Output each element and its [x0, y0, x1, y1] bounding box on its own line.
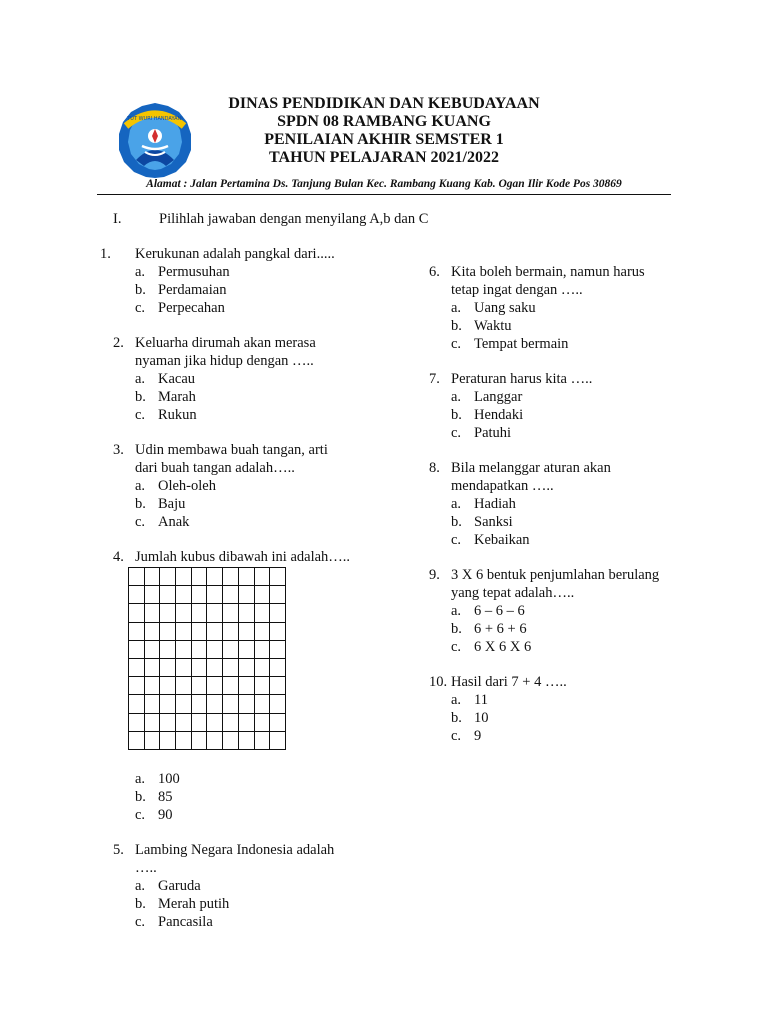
- option-text: Perpecahan: [158, 300, 225, 316]
- option-text: Anak: [158, 514, 190, 530]
- option-letter: a.: [135, 478, 146, 494]
- option-letter: c.: [451, 425, 462, 441]
- cube-cell: [254, 695, 270, 713]
- cube-cell: [270, 622, 286, 640]
- option-letter: b.: [135, 389, 146, 405]
- question-number: 5.: [113, 842, 124, 858]
- option-text: Sanksi: [474, 514, 513, 530]
- question-text: nyaman jika hidup dengan …..: [135, 353, 314, 369]
- cube-cell: [207, 695, 223, 713]
- cube-cell: [129, 677, 145, 695]
- question-8: [429, 459, 611, 549]
- option[interactable]: [135, 263, 335, 281]
- question-number: 10.: [429, 674, 448, 690]
- question-3: [113, 441, 328, 531]
- option-text: Waktu: [474, 318, 512, 334]
- option-text: 6 + 6 + 6: [474, 621, 527, 637]
- question-text: Keluarha dirumah akan merasa: [135, 335, 316, 351]
- option-letter: c.: [451, 639, 462, 655]
- cube-cell: [207, 568, 223, 586]
- cube-cell: [270, 586, 286, 604]
- option-letter: a.: [451, 692, 462, 708]
- cube-grid-row: [129, 586, 286, 604]
- cube-cell: [160, 640, 176, 658]
- option[interactable]: [451, 495, 611, 513]
- question-text: mendapatkan …..: [451, 478, 554, 494]
- cube-grid-row: [129, 604, 286, 622]
- cube-grid: [128, 567, 286, 750]
- option[interactable]: [451, 317, 645, 335]
- cube-cell: [129, 622, 145, 640]
- option-text: Langgar: [474, 389, 523, 405]
- cube-cell: [176, 731, 192, 749]
- cube-cell: [223, 731, 239, 749]
- option-text: Kacau: [158, 371, 196, 387]
- question-number: 7.: [429, 371, 440, 387]
- question-9: [429, 566, 659, 656]
- cube-cell: [129, 640, 145, 658]
- header-line-2: SPDN 08 RAMBANG KUANG: [277, 113, 491, 130]
- option[interactable]: [135, 788, 180, 806]
- option-text: Garuda: [158, 878, 201, 894]
- option[interactable]: [135, 299, 335, 317]
- option-letter: c.: [451, 336, 462, 352]
- cube-cell: [176, 677, 192, 695]
- option-text: Marah: [158, 389, 196, 405]
- option-letter: b.: [451, 710, 462, 726]
- option-text: Permusuhan: [158, 264, 230, 280]
- option-letter: c.: [135, 514, 146, 530]
- cube-cell: [254, 677, 270, 695]
- section-instruction-text: Pilihlah jawaban dengan menyilang A,b dan C: [159, 211, 429, 227]
- address: Alamat : Jalan Pertamina Ds. Tanjung Bulan Kec. Rambang Kuang Kab. Ogan Ilir Kode Pos 30869: [146, 178, 622, 190]
- cube-cell: [129, 731, 145, 749]
- cube-grid-row: [129, 568, 286, 586]
- cube-cell: [144, 658, 160, 676]
- cube-cell: [254, 713, 270, 731]
- option-text: 6 X 6 X 6: [474, 639, 532, 655]
- cube-cell: [176, 568, 192, 586]
- header-line-3: PENILAIAN AKHIR SEMSTER 1: [264, 131, 504, 148]
- cube-cell: [270, 658, 286, 676]
- option-text: 6 – 6 – 6: [474, 603, 525, 619]
- option-letter: a.: [135, 878, 146, 894]
- option-letter: c.: [451, 728, 462, 744]
- header-line-1: DINAS PENDIDIKAN DAN KEBUDAYAAN: [228, 95, 540, 112]
- cube-cell: [160, 731, 176, 749]
- option-letter: b.: [451, 621, 462, 637]
- question-number: 9.: [429, 567, 440, 583]
- option-letter: a.: [451, 300, 462, 316]
- cube-grid-row: [129, 640, 286, 658]
- cube-cell: [207, 640, 223, 658]
- cube-cell: [191, 658, 207, 676]
- cube-cell: [144, 731, 160, 749]
- section-instruction: [113, 210, 428, 228]
- option-letter: b.: [135, 496, 146, 512]
- cube-cell: [191, 640, 207, 658]
- cube-cell: [238, 622, 254, 640]
- cube-cell: [160, 604, 176, 622]
- question-text: Hasil dari 7 + 4 …..: [451, 674, 567, 690]
- cube-cell: [207, 731, 223, 749]
- cube-cell: [207, 586, 223, 604]
- option[interactable]: [135, 477, 328, 495]
- option-text: 100: [158, 771, 180, 787]
- cube-cell: [160, 695, 176, 713]
- cube-cell: [144, 622, 160, 640]
- option[interactable]: [451, 299, 645, 317]
- header-divider: [97, 194, 671, 195]
- cube-cell: [176, 586, 192, 604]
- option-text: Merah putih: [158, 896, 230, 912]
- option[interactable]: [451, 513, 611, 531]
- cube-cell: [176, 695, 192, 713]
- cube-cell: [176, 658, 192, 676]
- cube-cell: [207, 604, 223, 622]
- option[interactable]: [451, 727, 567, 745]
- cube-cell: [176, 604, 192, 622]
- option-letter: b.: [451, 318, 462, 334]
- cube-cell: [238, 568, 254, 586]
- option[interactable]: [135, 406, 316, 424]
- option[interactable]: [451, 531, 611, 549]
- cube-cell: [254, 622, 270, 640]
- question-6: [429, 263, 645, 353]
- cube-cell: [144, 640, 160, 658]
- option-text: Kebaikan: [474, 532, 530, 548]
- cube-cell: [191, 731, 207, 749]
- option[interactable]: [451, 709, 567, 727]
- cube-cell: [160, 622, 176, 640]
- option-letter: c.: [135, 300, 146, 316]
- cube-cell: [207, 713, 223, 731]
- question-number: 6.: [429, 264, 440, 280]
- option-letter: a.: [135, 264, 146, 280]
- option-text: Patuhi: [474, 425, 512, 441]
- option-text: 9: [474, 728, 482, 744]
- question-5: [113, 841, 334, 931]
- option[interactable]: [135, 770, 180, 788]
- option-letter: c.: [135, 807, 146, 823]
- cube-cell: [238, 604, 254, 622]
- cube-cell: [191, 622, 207, 640]
- cube-grid-row: [129, 622, 286, 640]
- option[interactable]: [451, 620, 659, 638]
- cube-cell: [144, 586, 160, 604]
- option-letter: c.: [135, 407, 146, 423]
- cube-cell: [207, 677, 223, 695]
- cube-cell: [238, 695, 254, 713]
- option-text: 85: [158, 789, 173, 805]
- cube-cell: [270, 568, 286, 586]
- cube-cell: [254, 731, 270, 749]
- option[interactable]: [451, 424, 592, 442]
- cube-grid-row: [129, 658, 286, 676]
- option-letter: c.: [135, 914, 146, 930]
- cube-cell: [223, 713, 239, 731]
- option-letter: b.: [135, 896, 146, 912]
- cube-cell: [160, 677, 176, 695]
- option[interactable]: [451, 388, 592, 406]
- option-letter: a.: [451, 496, 462, 512]
- cube-cell: [223, 695, 239, 713]
- cube-cell: [129, 695, 145, 713]
- cube-cell: [223, 568, 239, 586]
- cube-cell: [254, 640, 270, 658]
- cube-cell: [129, 568, 145, 586]
- question-7: [429, 370, 592, 442]
- option-letter: b.: [135, 282, 146, 298]
- question-text: 3 X 6 bentuk penjumlahan berulang: [451, 567, 660, 583]
- option[interactable]: [135, 495, 328, 513]
- cube-cell: [176, 640, 192, 658]
- cube-cell: [160, 713, 176, 731]
- cube-cell: [270, 731, 286, 749]
- option-text: Perdamaian: [158, 282, 227, 298]
- question-number: 8.: [429, 460, 440, 476]
- cube-cell: [144, 695, 160, 713]
- question-text: tetap ingat dengan …..: [451, 282, 583, 298]
- cube-cell: [129, 658, 145, 676]
- cube-cell: [254, 658, 270, 676]
- question-text: …..: [135, 860, 157, 876]
- cube-cell: [223, 658, 239, 676]
- question-2: [113, 334, 316, 424]
- option-letter: b.: [451, 407, 462, 423]
- option-letter: a.: [451, 389, 462, 405]
- option[interactable]: [451, 691, 567, 709]
- cube-cell: [191, 568, 207, 586]
- cube-cell: [223, 640, 239, 658]
- question-number: 1.: [100, 246, 111, 262]
- option-text: Pancasila: [158, 914, 213, 930]
- question-text: Peraturan harus kita …..: [451, 371, 593, 387]
- option-letter: c.: [451, 532, 462, 548]
- option-text: Oleh-oleh: [158, 478, 216, 494]
- question-text: yang tepat adalah…..: [451, 585, 575, 601]
- cube-cell: [254, 604, 270, 622]
- question-text: Jumlah kubus dibawah ini adalah…..: [135, 549, 351, 565]
- option[interactable]: [135, 370, 316, 388]
- option-text: Hadiah: [474, 496, 516, 512]
- cube-cell: [160, 586, 176, 604]
- question-text: Lambing Negara Indonesia adalah: [135, 842, 335, 858]
- question-4-options: [135, 770, 180, 824]
- cube-cell: [207, 622, 223, 640]
- option-text: Baju: [158, 496, 186, 512]
- cube-grid-row: [129, 695, 286, 713]
- cube-cell: [144, 677, 160, 695]
- question-text: Udin membawa buah tangan, arti: [135, 442, 328, 458]
- cube-cell: [144, 604, 160, 622]
- question-text: dari buah tangan adalah…..: [135, 460, 295, 476]
- cube-cell: [144, 568, 160, 586]
- option[interactable]: [135, 913, 334, 931]
- cube-cell: [129, 604, 145, 622]
- cube-cell: [160, 658, 176, 676]
- question-number: 2.: [113, 335, 124, 351]
- cube-cell: [191, 695, 207, 713]
- option[interactable]: [135, 281, 335, 299]
- option[interactable]: [135, 877, 334, 895]
- question-text: Kita boleh bermain, namun harus: [451, 264, 645, 280]
- cube-cell: [191, 604, 207, 622]
- option-letter: b.: [451, 514, 462, 530]
- cube-cell: [270, 695, 286, 713]
- option[interactable]: [451, 638, 659, 656]
- option[interactable]: [135, 806, 180, 824]
- cube-cell: [270, 604, 286, 622]
- cube-cell: [129, 713, 145, 731]
- cube-cell: [238, 640, 254, 658]
- cube-cell: [144, 713, 160, 731]
- option[interactable]: [451, 406, 592, 424]
- cube-cell: [254, 568, 270, 586]
- cube-cell: [270, 640, 286, 658]
- question-text: Kerukunan adalah pangkal dari.....: [135, 246, 335, 262]
- cube-grid-row: [129, 713, 286, 731]
- cube-cell: [238, 731, 254, 749]
- cube-cell: [238, 713, 254, 731]
- option[interactable]: [135, 513, 328, 531]
- option[interactable]: [135, 388, 316, 406]
- cube-cell: [238, 658, 254, 676]
- cube-cell: [270, 713, 286, 731]
- cube-grid-row: [129, 677, 286, 695]
- question-number: 4.: [113, 549, 124, 565]
- question-10: [429, 673, 567, 745]
- cube-cell: [176, 713, 192, 731]
- cube-grid-row: [129, 731, 286, 749]
- cube-cell: [254, 586, 270, 604]
- header-line-4: TAHUN PELAJARAN 2021/2022: [269, 149, 499, 166]
- cube-cell: [223, 586, 239, 604]
- section-number: I.: [113, 211, 122, 227]
- option-text: Uang saku: [474, 300, 536, 316]
- cube-cell: [207, 658, 223, 676]
- option-text: 11: [474, 692, 488, 708]
- option-text: Tempat bermain: [474, 336, 569, 352]
- cube-cell: [270, 677, 286, 695]
- option-text: 10: [474, 710, 489, 726]
- question-text: Bila melanggar aturan akan: [451, 460, 611, 476]
- cube-cell: [129, 586, 145, 604]
- option-text: 90: [158, 807, 173, 823]
- cube-cell: [191, 713, 207, 731]
- cube-cell: [238, 586, 254, 604]
- question-1: [100, 245, 335, 317]
- question-4: [113, 548, 350, 566]
- cube-cell: [176, 622, 192, 640]
- option-letter: a.: [135, 371, 146, 387]
- cube-cell: [191, 677, 207, 695]
- option[interactable]: [135, 895, 334, 913]
- option-text: Rukun: [158, 407, 197, 423]
- option-letter: b.: [135, 789, 146, 805]
- cube-cell: [191, 586, 207, 604]
- cube-cell: [223, 677, 239, 695]
- cube-cell: [238, 677, 254, 695]
- cube-cell: [223, 604, 239, 622]
- option[interactable]: [451, 602, 659, 620]
- option-letter: a.: [135, 771, 146, 787]
- logo-motto-text: TUT WURI HANDAYANI: [127, 116, 183, 122]
- cube-cell: [223, 622, 239, 640]
- question-number: 3.: [113, 442, 124, 458]
- option-text: Hendaki: [474, 407, 524, 423]
- option-letter: a.: [451, 603, 462, 619]
- cube-cell: [160, 568, 176, 586]
- option[interactable]: [451, 335, 645, 353]
